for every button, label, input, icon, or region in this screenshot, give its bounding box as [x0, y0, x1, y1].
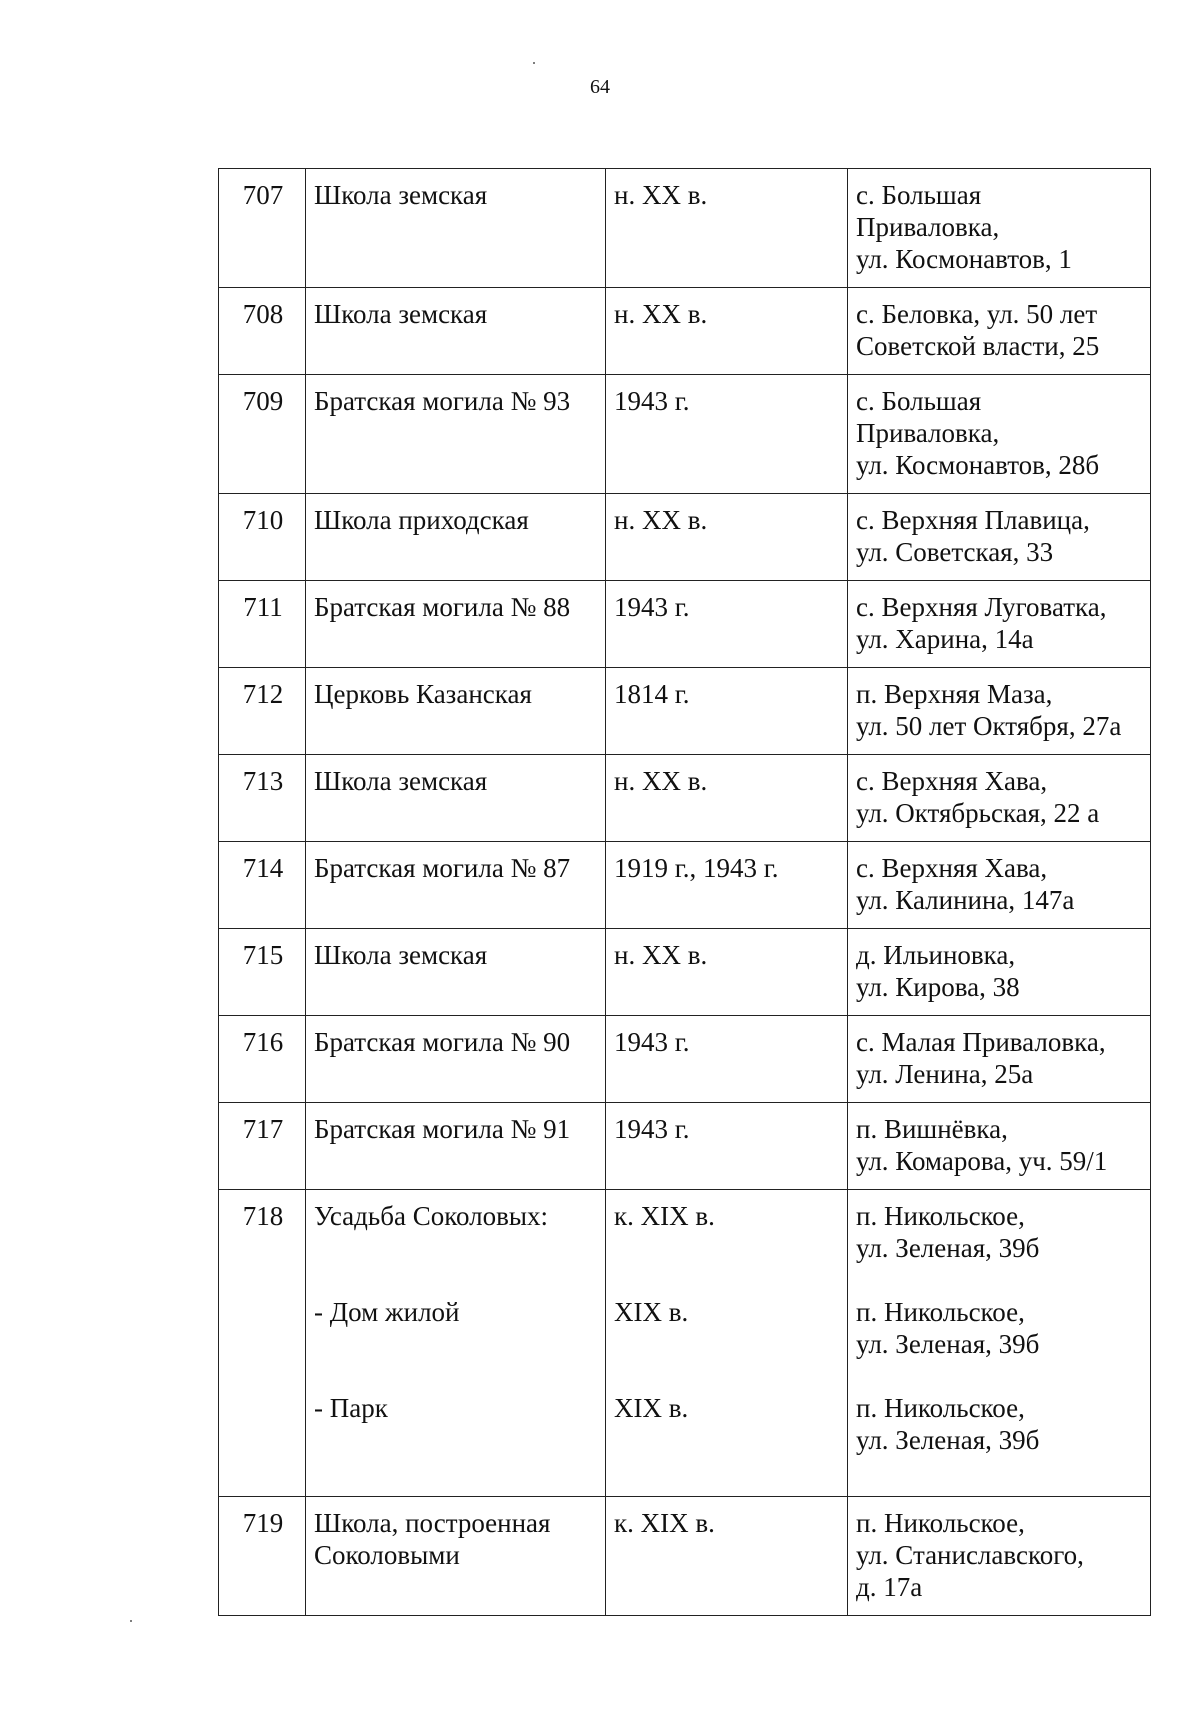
address-cell [848, 1497, 1151, 1616]
address-line: п. Верхняя Маза, [856, 679, 1053, 709]
monument-name: Школа земская [314, 299, 488, 329]
monument-name-cell [306, 581, 606, 668]
address-line: ул. Кирова, 38 [856, 972, 1020, 1002]
date-text: 1814 г. [614, 679, 690, 709]
date-cell [606, 929, 848, 1016]
monument-name: Школа земская [314, 940, 488, 970]
row-number-cell: 711 [219, 581, 306, 668]
monument-name: Школа земская [314, 180, 488, 210]
monument-name: Братская могила № 87 [314, 853, 571, 883]
row-number-cell: 713 [219, 755, 306, 842]
address-line: с. Беловка, ул. 50 лет [856, 299, 1098, 329]
row-number-cell: 714 [219, 842, 306, 929]
date-cell [606, 842, 848, 929]
table-row [219, 1016, 1151, 1103]
address-line: с. Большая [856, 386, 982, 416]
sub-entry [856, 1296, 1144, 1392]
address-line: д. Ильиновка, [856, 940, 1016, 970]
table-row [219, 842, 1151, 929]
address-line: д. 17а [856, 1572, 923, 1602]
address-line: п. Никольское, [856, 1201, 1025, 1231]
address-cell [848, 581, 1151, 668]
address-line: ул. Зеленая, 39б [856, 1233, 1040, 1263]
date-text: XIX в. [614, 1297, 689, 1327]
date-text: 1919 г., 1943 г. [614, 853, 779, 883]
table-row [219, 1190, 1151, 1497]
row-number-cell: 719 [219, 1497, 306, 1616]
date-text: н. XX в. [614, 940, 708, 970]
address-line: п. Никольское, [856, 1297, 1025, 1327]
monument-name-cell [306, 1497, 606, 1616]
address-line: с. Верхняя Плавица, [856, 505, 1090, 535]
address-line: ул. Зеленая, 39б [856, 1329, 1040, 1359]
row-number-cell: 707 [219, 169, 306, 288]
address-line: ул. Комарова, уч. 59/1 [856, 1146, 1108, 1176]
address-cell [848, 755, 1151, 842]
address-cell [848, 1103, 1151, 1190]
monument-name-cell [306, 668, 606, 755]
date-text: н. XX в. [614, 766, 708, 796]
address-line: с. Верхняя Хава, [856, 766, 1048, 796]
address-cell [848, 668, 1151, 755]
sub-entry [614, 1392, 841, 1488]
monument-name: Школа, построенная [314, 1508, 551, 1538]
table-row [219, 494, 1151, 581]
monuments-table-body [219, 169, 1151, 1616]
date-cell [606, 1497, 848, 1616]
sub-entry [314, 1392, 599, 1488]
table-row [219, 668, 1151, 755]
row-number-cell: 717 [219, 1103, 306, 1190]
sub-entry [614, 1296, 841, 1392]
address-line: с. Верхняя Луговатка, [856, 592, 1107, 622]
sub-entry [856, 1200, 1144, 1296]
address-line: п. Никольское, [856, 1508, 1025, 1538]
row-number-cell: 708 [219, 288, 306, 375]
date-text: 1943 г. [614, 1114, 690, 1144]
address-line: Советской власти, 25 [856, 331, 1100, 361]
row-number-cell: 718 [219, 1190, 306, 1497]
row-number-cell: 716 [219, 1016, 306, 1103]
page-number: 64 [590, 76, 610, 98]
monument-name: Школа приходская [314, 505, 529, 535]
monument-name: Братская могила № 90 [314, 1027, 571, 1057]
scan-speck [130, 1620, 132, 1622]
monument-name: - Парк [314, 1393, 388, 1423]
monument-name: Братская могила № 88 [314, 592, 571, 622]
address-line: ул. Калинина, 147а [856, 885, 1075, 915]
date-cell [606, 1190, 848, 1497]
date-cell [606, 288, 848, 375]
sub-entry [856, 1392, 1144, 1488]
table-row [219, 1497, 1151, 1616]
address-line: ул. Зеленая, 39б [856, 1425, 1040, 1455]
table-row [219, 755, 1151, 842]
address-line: ул. Октябрьская, 22 а [856, 798, 1100, 828]
monument-name-cell [306, 929, 606, 1016]
monument-name-cell [306, 1190, 606, 1497]
address-line: с. Большая [856, 180, 982, 210]
address-line: ул. Космонавтов, 28б [856, 450, 1100, 480]
date-text: XIX в. [614, 1393, 689, 1423]
monument-name-cell [306, 169, 606, 288]
monument-name: Братская могила № 93 [314, 386, 571, 416]
date-text: к. XIX в. [614, 1201, 715, 1231]
monument-name: Братская могила № 91 [314, 1114, 571, 1144]
address-line: ул. Советская, 33 [856, 537, 1054, 567]
address-line: Приваловка, [856, 212, 1000, 242]
address-line: ул. Станиславского, [856, 1540, 1084, 1570]
date-text: н. XX в. [614, 505, 708, 535]
monument-name-cell [306, 1103, 606, 1190]
monuments-table [218, 168, 1151, 1616]
address-line: п. Вишнёвка, [856, 1114, 1008, 1144]
date-text: 1943 г. [614, 1027, 690, 1057]
table-row [219, 581, 1151, 668]
address-line: ул. 50 лет Октября, 27а [856, 711, 1122, 741]
address-cell [848, 375, 1151, 494]
table-row [219, 375, 1151, 494]
date-text: н. XX в. [614, 299, 708, 329]
address-cell [848, 1016, 1151, 1103]
address-line: ул. Харина, 14а [856, 624, 1034, 654]
row-number-cell: 712 [219, 668, 306, 755]
address-line: п. Никольское, [856, 1393, 1025, 1423]
date-cell [606, 375, 848, 494]
address-cell [848, 169, 1151, 288]
sub-entry [314, 1296, 599, 1392]
date-text: к. XIX в. [614, 1508, 715, 1538]
address-cell [848, 842, 1151, 929]
address-line: ул. Ленина, 25а [856, 1059, 1034, 1089]
address-line: с. Верхняя Хава, [856, 853, 1048, 883]
sub-entry [314, 1200, 599, 1296]
address-cell [848, 288, 1151, 375]
date-text: н. XX в. [614, 180, 708, 210]
monument-name-cell [306, 375, 606, 494]
table-row [219, 169, 1151, 288]
date-text: 1943 г. [614, 592, 690, 622]
monument-name-cell [306, 494, 606, 581]
address-line: с. Малая Приваловка, [856, 1027, 1106, 1057]
date-cell [606, 755, 848, 842]
monument-name: Усадьба Соколовых: [314, 1201, 548, 1231]
monument-name: Церковь Казанская [314, 679, 532, 709]
monument-name-cell [306, 842, 606, 929]
row-number-cell: 710 [219, 494, 306, 581]
monument-name-cell [306, 755, 606, 842]
sub-entry [614, 1200, 841, 1296]
address-cell [848, 929, 1151, 1016]
date-cell [606, 1016, 848, 1103]
address-line: Приваловка, [856, 418, 1000, 448]
monument-name-cell [306, 288, 606, 375]
date-cell [606, 169, 848, 288]
date-cell [606, 581, 848, 668]
date-cell [606, 668, 848, 755]
row-number-cell: 715 [219, 929, 306, 1016]
table-row [219, 288, 1151, 375]
address-cell [848, 494, 1151, 581]
monument-name: Школа земская [314, 766, 488, 796]
table-row [219, 1103, 1151, 1190]
address-cell [848, 1190, 1151, 1497]
monument-name: - Дом жилой [314, 1297, 460, 1327]
monument-name-cell [306, 1016, 606, 1103]
date-text: 1943 г. [614, 386, 690, 416]
date-cell [606, 1103, 848, 1190]
address-line: ул. Космонавтов, 1 [856, 244, 1072, 274]
date-cell [606, 494, 848, 581]
scan-speck [533, 62, 535, 64]
monument-name: Соколовыми [314, 1540, 460, 1570]
table-row [219, 929, 1151, 1016]
row-number-cell: 709 [219, 375, 306, 494]
